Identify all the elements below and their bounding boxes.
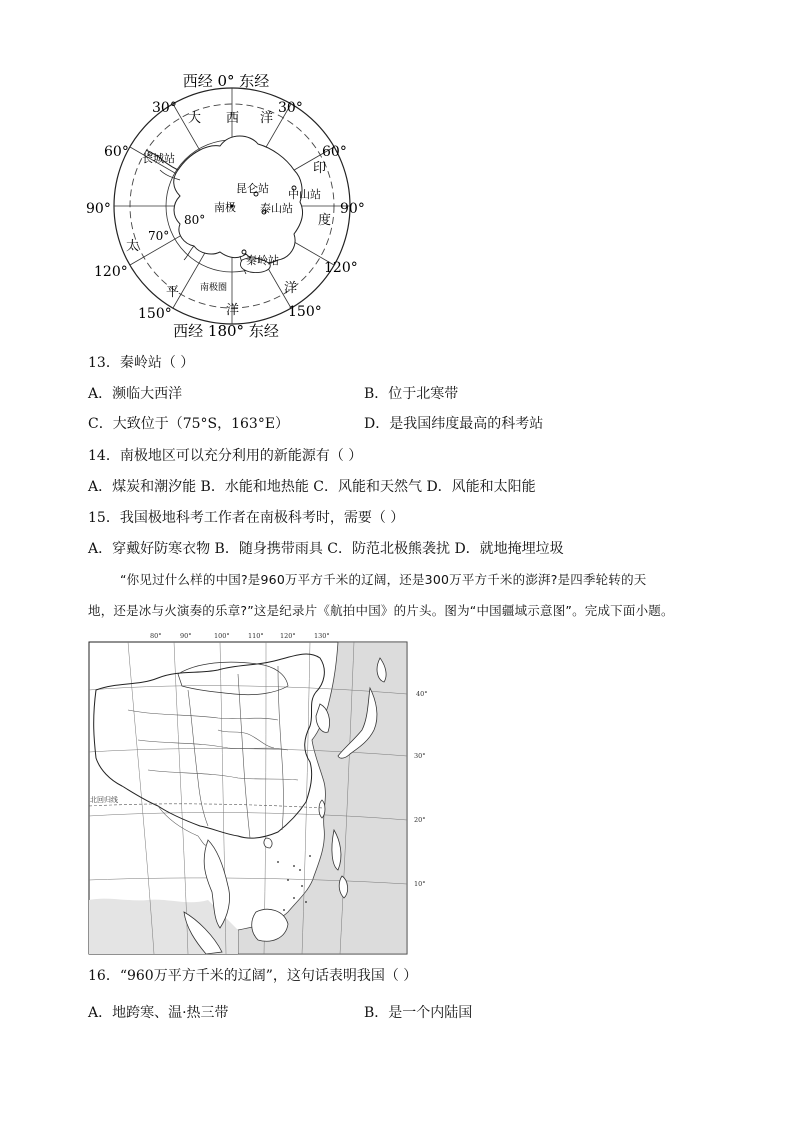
q13-option-c: C．大致位于（75°S，163°E） xyxy=(88,416,290,432)
lon-label-90: 90° xyxy=(180,632,192,640)
label-w150: 150° xyxy=(138,306,172,322)
antarctic-polar-map xyxy=(80,74,380,340)
south-pole-label: 南极 xyxy=(214,201,236,214)
passage-line-1: “你见过什么样的中国?是960万平方千米的辽阔，还是300万平方千米的澎湃?是四季轮转的天 xyxy=(120,572,647,587)
lat-label-80: 80° xyxy=(184,213,206,227)
ocean-indian-1: 印 xyxy=(313,161,327,176)
label-w120: 120° xyxy=(94,264,128,280)
ocean-pacific-1: 太 xyxy=(126,239,140,254)
q13-option-a: A．濒临大西洋 xyxy=(88,386,183,402)
q13-option-b: B．位于北寒带 xyxy=(364,386,459,402)
label-w90: 90° xyxy=(86,201,111,217)
q14-options: A．煤炭和潮汐能 B．水能和地热能 C．风能和天然气 D．风能和太阳能 xyxy=(88,479,536,495)
q13-stem: 13．秦岭站（ ） xyxy=(88,355,195,371)
ocean-atlantic-3: 洋 xyxy=(260,111,274,126)
lat-label-40: 40° xyxy=(416,690,428,698)
label-w30: 30° xyxy=(152,100,177,116)
polar-circle-label: 南极圈 xyxy=(200,283,228,293)
label-e150: 150° xyxy=(288,304,322,320)
ocean-indian-3: 洋 xyxy=(284,281,298,296)
label-e90: 90° xyxy=(340,201,365,217)
antarctica-landmass xyxy=(174,136,303,263)
station-taishan: 泰山站 xyxy=(260,202,293,215)
ocean-indian-2: 度 xyxy=(318,213,332,228)
q15-stem: 15．我国极地科考工作者在南极科考时，需要（ ） xyxy=(88,510,405,526)
passage-line-2: 地，还是冰与火演奏的乐章?”这是纪录片《航拍中国》的片头。图为“中国疆域示意图”。完成下面小题。 xyxy=(88,603,674,618)
lon-label-100: 100° xyxy=(214,632,230,640)
label-e30: 30° xyxy=(278,100,303,116)
station-kunlun: 昆仑站 xyxy=(236,182,269,195)
ocean-pacific-2: 平 xyxy=(166,285,180,300)
ocean-atlantic-1: 大 xyxy=(188,111,202,126)
q15-options: A．穿戴好防寒衣物 B．随身携带雨具 C．防范北极熊袭扰 D．就地掩埋垃圾 xyxy=(88,541,564,557)
lat-label-30: 30° xyxy=(414,752,426,760)
label-e120: 120° xyxy=(324,260,358,276)
lon-label-80: 80° xyxy=(150,632,162,640)
q16-stem: 16．“960万平方千米的辽阔”，这句话表明我国（ ） xyxy=(88,968,418,984)
label-e60: 60° xyxy=(322,144,347,160)
lat-label-10: 10° xyxy=(414,880,426,888)
china-territory-map xyxy=(88,630,438,956)
label-w60: 60° xyxy=(104,144,129,160)
station-changcheng: 长城站 xyxy=(142,152,175,165)
tropic-of-cancer-label: 北回归线 xyxy=(90,796,118,804)
lat-label-20: 20° xyxy=(414,816,426,824)
lon-label-120: 120° xyxy=(280,632,296,640)
bottom-meridian-label: 西经 180° 东经 xyxy=(173,322,279,340)
station-zhongshan: 中山站 xyxy=(288,188,321,201)
lon-label-110: 110° xyxy=(248,632,264,640)
ocean-atlantic-2: 西 xyxy=(226,111,240,126)
lat-label-70: 70° xyxy=(148,229,170,243)
station-qinling: 秦岭站 xyxy=(246,254,279,267)
q14-stem: 14．南极地区可以充分利用的新能源有（ ） xyxy=(88,448,363,464)
lon-label-130: 130° xyxy=(314,632,330,640)
ocean-pacific-3: 洋 xyxy=(226,303,240,318)
q16-option-b: B．是一个内陆国 xyxy=(364,1005,473,1021)
q16-option-a: A．地跨寒、温·热三带 xyxy=(88,1005,229,1021)
q13-option-d: D．是我国纬度最高的科考站 xyxy=(364,416,544,432)
top-meridian-label: 西经 0° 东经 xyxy=(182,74,270,90)
